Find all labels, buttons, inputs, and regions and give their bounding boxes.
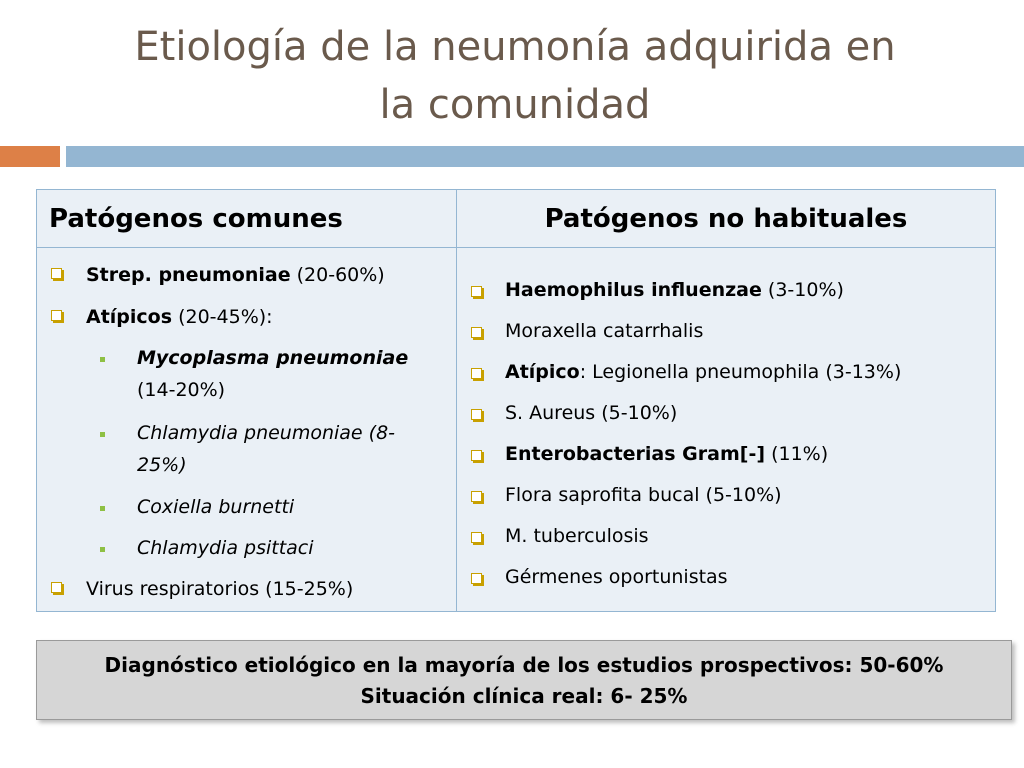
header-unusual-pathogens: Patógenos no habituales bbox=[457, 190, 995, 248]
checkbox-bullet-icon bbox=[471, 409, 482, 420]
list-item: Coxiella burnetti bbox=[137, 496, 295, 518]
square-bullet-icon bbox=[100, 506, 105, 511]
square-bullet-icon bbox=[100, 432, 105, 437]
summary-line-1: Diagnóstico etiológico en la mayoría de los estudios prospectivos: 50-60% bbox=[104, 653, 944, 677]
square-bullet-icon bbox=[100, 357, 105, 362]
checkbox-bullet-icon bbox=[471, 450, 482, 461]
list-item-continuation: (14-20%) bbox=[137, 379, 226, 401]
pathogens-table bbox=[36, 189, 996, 612]
list-item: Atípico: Legionella pneumophila (3-13%) bbox=[505, 361, 902, 383]
list-item-continuation: 25%) bbox=[137, 454, 187, 476]
header-common-pathogens: Patógenos comunes bbox=[37, 190, 457, 248]
list-item: Chlamydia pneumoniae (8- bbox=[137, 422, 396, 444]
summary-box bbox=[36, 640, 1012, 720]
slide-title bbox=[60, 18, 970, 134]
summary-line-2: Situación clínica real: 6- 25% bbox=[360, 684, 688, 708]
checkbox-bullet-icon bbox=[51, 268, 62, 279]
common-pathogens-column bbox=[37, 248, 457, 611]
unusual-pathogens-column bbox=[457, 248, 995, 611]
checkbox-bullet-icon bbox=[51, 310, 62, 321]
list-item: Moraxella catarrhalis bbox=[505, 320, 704, 342]
checkbox-bullet-icon bbox=[471, 327, 482, 338]
list-item: S. Aureus (5-10%) bbox=[505, 402, 678, 424]
slide-title-line-2: la comunidad bbox=[379, 82, 651, 128]
list-item: Mycoplasma pneumoniae bbox=[137, 347, 409, 369]
list-item: Flora saprofita bucal (5-10%) bbox=[505, 484, 782, 506]
slide-title-line-1: Etiología de la neumonía adquirida en bbox=[134, 24, 896, 70]
list-item: M. tuberculosis bbox=[505, 525, 649, 547]
checkbox-bullet-icon bbox=[471, 286, 482, 297]
checkbox-bullet-icon bbox=[471, 573, 482, 584]
accent-bar-orange bbox=[0, 146, 60, 167]
list-item: Enterobacterias Gram[-] (11%) bbox=[505, 443, 829, 465]
checkbox-bullet-icon bbox=[471, 532, 482, 543]
accent-bar-blue bbox=[66, 146, 1024, 167]
list-item: Gérmenes oportunistas bbox=[505, 566, 728, 588]
checkbox-bullet-icon bbox=[471, 491, 482, 502]
list-item: Chlamydia psittaci bbox=[137, 537, 314, 559]
square-bullet-icon bbox=[100, 547, 105, 552]
list-item: Atípicos (20-45%): bbox=[86, 306, 273, 328]
list-item: Haemophilus influenzae (3-10%) bbox=[505, 279, 844, 301]
list-item: Strep. pneumoniae (20-60%) bbox=[86, 264, 385, 286]
list-item: Virus respiratorios (15-25%) bbox=[86, 578, 354, 600]
checkbox-bullet-icon bbox=[471, 368, 482, 379]
checkbox-bullet-icon bbox=[51, 582, 62, 593]
